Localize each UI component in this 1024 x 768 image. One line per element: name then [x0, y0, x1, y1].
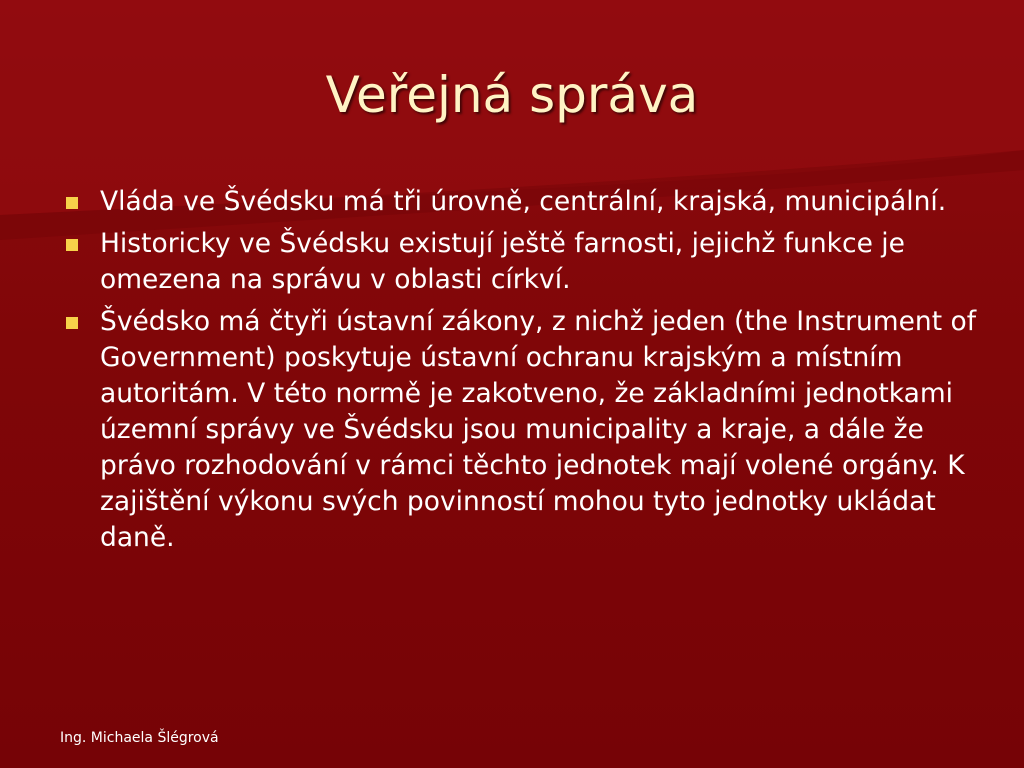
bullet-text: Vláda ve Švédsku má tři úrovně, centrální, krajská, municipální. [100, 186, 947, 217]
square-bullet-icon [66, 197, 78, 209]
bullet-list [62, 184, 982, 562]
bullet-item [62, 226, 982, 298]
bullet-item [62, 304, 982, 556]
square-bullet-icon [66, 239, 78, 251]
slide-title: Veřejná správa [325, 66, 699, 124]
bullet-text: Švédsko má čtyři ústavní zákony, z nichž jeden (the Instrument of Government) poskytuje ústavní ochranu krajským a místním autoritám. V této normě je zakotveno, že základními jednotkami územní správy ve Švédsku jsou municipality a kraje, a dále že právo rozhodování v rámci těchto jednotek mají volené orgány. K zajištění výkonu svých povinností mohou tyto jednotky ukládat daně. [100, 306, 977, 553]
footer-author: Ing. Michaela Šlégrová [60, 730, 219, 746]
square-bullet-icon [66, 317, 78, 329]
bullet-text: Historicky ve Švédsku existují ještě farnosti, jejichž funkce je omezena na správu v oblasti církví. [100, 228, 905, 295]
bullet-item [62, 184, 982, 220]
